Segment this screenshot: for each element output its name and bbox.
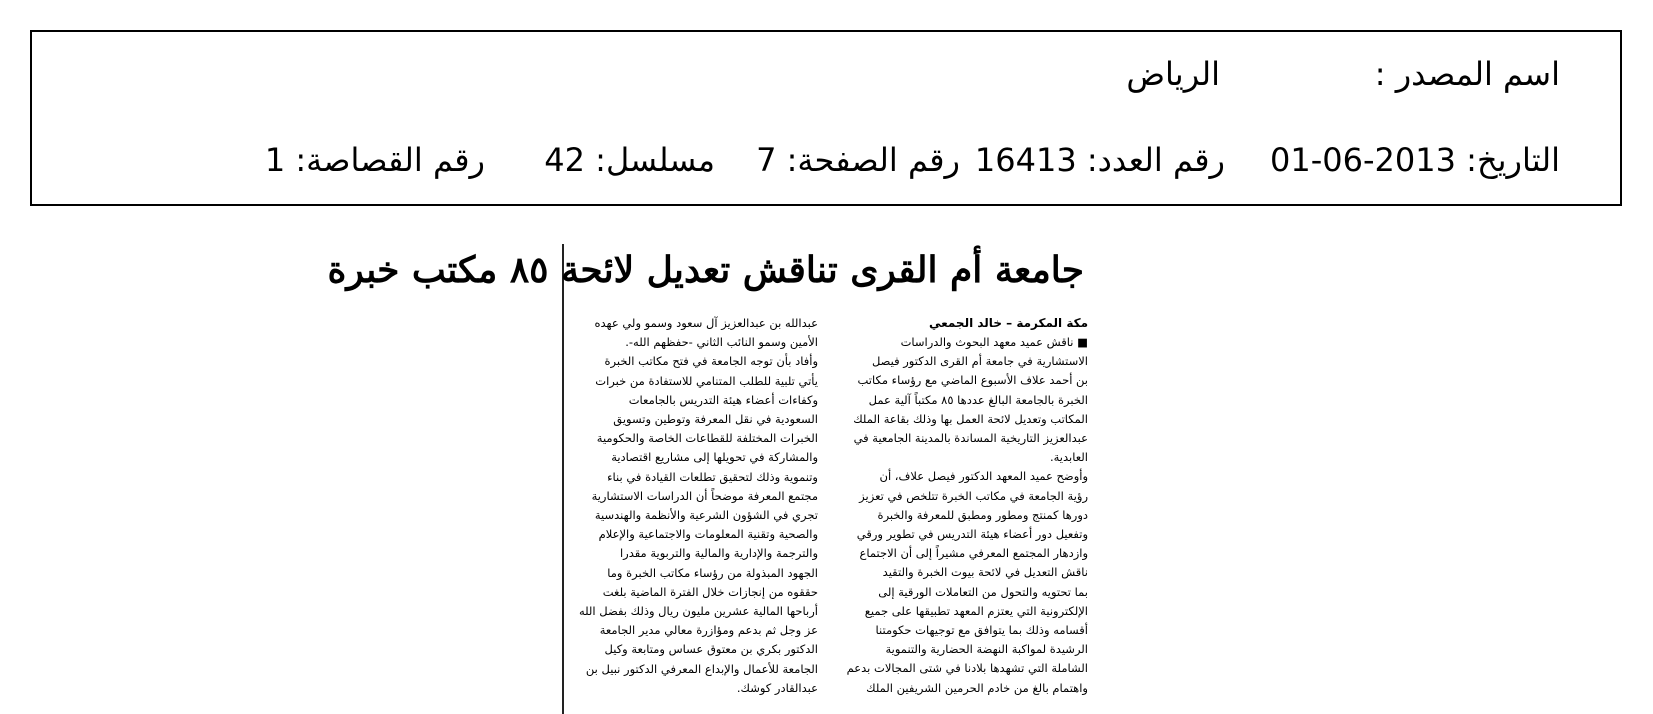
source-value: الرياض	[1126, 55, 1220, 93]
date-field: التاريخ: 2013-06-01	[1270, 141, 1560, 179]
article-text-line: المكاتب وتعديل لائحة العمل بها وذلك بقاعة الملك	[853, 411, 1088, 426]
article-text-line: والمشاركة في تحويلها إلى مشاريع اقتصادية	[611, 450, 818, 465]
serial-field: مسلسل: 42	[544, 141, 715, 179]
right-column-text	[830, 333, 1088, 698]
article-text-line: الشاملة التي تشهدها بلادنا في شتى المجالات بدعم	[846, 661, 1088, 676]
article-text-line: عبدالعزيز التاريخية المساندة بالمدينة الجامعية في	[853, 431, 1088, 446]
article-text-line: الإلكترونية التي يعتزم المعهد تطبيقها على جميع	[864, 603, 1088, 618]
article-text-line: عز وجل ثم بدعم ومؤازرة معالي مدير الجامعة	[599, 623, 818, 638]
article-text-line: بن أحمد علاف الأسبوع الماضي مع رؤساء مكاتب	[857, 373, 1088, 388]
article-text-line: واهتمام بالغ من خادم الحرمين الشريفين الملك	[866, 680, 1088, 695]
article-text-line: وازدهار المجتمع المعرفي مشيراً إلى أن الاجتماع	[859, 546, 1088, 561]
article-text-line: مجتمع المعرفة موضحاً أن الدراسات الاستشارية	[591, 488, 818, 503]
article-text-line: وكفاءات أعضاء هيئة التدريس بالجامعات	[628, 392, 818, 407]
source-label: اسم المصدر :	[1374, 55, 1560, 93]
article-text-line: وأوضح عميد المعهد الدكتور فيصل علاف، أن	[879, 469, 1088, 484]
left-column-text	[560, 314, 818, 698]
clip-number-field: رقم القصاصة: 1	[264, 141, 485, 179]
article-text-line: الرشيدة لمواكبة النهضة الحضارية والتنموية	[885, 642, 1088, 657]
article-headline: جامعة أم القرى تناقش تعديل لائحة ٨٥ مكتب خبرة	[327, 249, 1084, 291]
article-text-line: أرباحها المالية عشرين مليون ريال وذلك بفضل الله	[578, 604, 818, 619]
article-text-line: حققوه من إنجازات خلال الفترة الماضية بلغت	[602, 584, 818, 599]
article-text-line: عبدالقادر كوشك.	[736, 680, 818, 695]
page-number-field: رقم الصفحة: 7	[756, 141, 960, 179]
article-text-line: الخبرات المختلفة للقطاعات الخاصة والحكومية	[596, 431, 818, 446]
article-text-line: الجهود المبذولة من رؤساء مكاتب الخبرة وما	[607, 565, 818, 580]
article-text-line: أقسامه وذلك بما يتوافق مع توجيهات حكومتنا	[875, 623, 1088, 638]
source-info-box	[30, 30, 1622, 206]
article-text-line: الاستشارية في جامعة أم القرى الدكتور فيصل	[871, 354, 1088, 369]
article-column-right	[830, 314, 1088, 698]
article-text-line: والصحية وتقنية المعلومات والاجتماعية والإعلام	[598, 527, 818, 542]
article-text-line: الخبرة بالجامعة البالغ عددها ٨٥ مكتباً آلية عمل	[868, 392, 1088, 407]
article-text-line: ■ ناقش عميد معهد البحوث والدراسات	[900, 335, 1088, 349]
article-text-line: وتنموية وذلك لتحقيق تطلعات القيادة في بناء	[607, 469, 818, 484]
article-text-line: والترجمة والإدارية والمالية والتربوية مقدرا	[619, 546, 818, 561]
article-text-line: بما تحتويه والتحول من التعاملات الورقية إلى	[878, 584, 1088, 599]
article-text-line: تجري في الشؤون الشرعية والأنظمة والهندسية	[594, 508, 818, 523]
article-text-line: وأفاد بأن توجه الجامعة في فتح مكاتب الخبرة	[604, 354, 818, 369]
article-text-line: عبدالله بن عبدالعزيز آل سعود وسمو ولي عهده	[594, 316, 818, 330]
article-text-line: دورها كمنتج ومطور ومطبق للمعرفة والخبرة	[877, 507, 1088, 522]
article-text-line: السعودية في نقل المعرفة وتوطين وتسويق	[613, 412, 818, 427]
article-text-line: ناقش التعديل في لائحة بيوت الخبرة والتقيد	[882, 565, 1088, 580]
article-text-line: العابدية.	[1049, 450, 1088, 465]
article-text-line: رؤية الجامعة في مكاتب الخبرة تتلخص في تعزيز	[859, 488, 1088, 503]
article-text-line: الجامعة للأعمال والإبداع المعرفي الدكتور نبيل بن	[585, 661, 818, 676]
article-text-line: الأمين وسمو النائب الثاني -حفظهم الله-.	[625, 335, 818, 350]
newspaper-clipping	[327, 242, 1100, 712]
article-text-line: الدكتور بكري بن معتوق عساس ومتابعة وكيل	[604, 642, 818, 657]
article-column-left	[560, 314, 818, 698]
article-text-line: يأتي تلبية للطلب المتنامي للاستفادة من خبرات	[595, 373, 818, 388]
article-text-line: وتفعيل دور أعضاء هيئة التدريس في تطوير ورقي	[856, 527, 1088, 542]
article-byline: مكة المكرمة – خالد الجمعي	[928, 316, 1088, 330]
issue-number-field: رقم العدد: 16413	[974, 141, 1225, 179]
